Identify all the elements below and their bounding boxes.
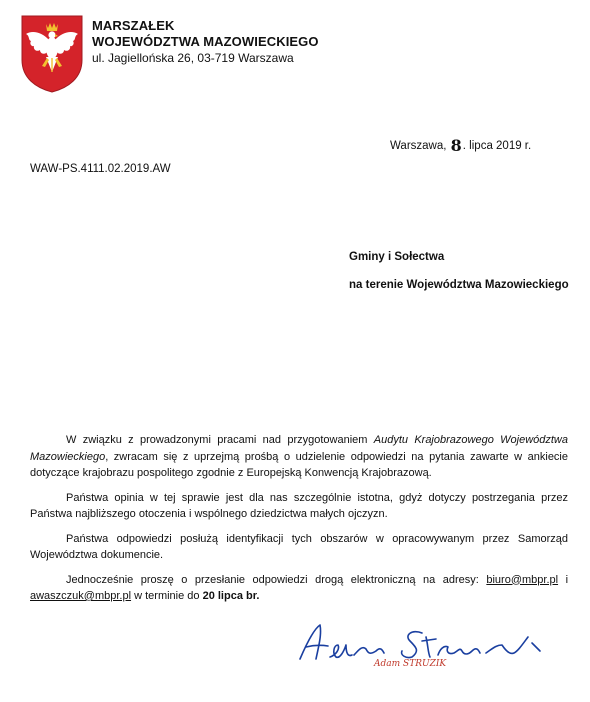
signatory-first-name: Adam — [374, 659, 401, 669]
paragraph-3-text: Państwa odpowiedzi posłużą identyfikacji tych obszarów w opracowywanym przez Samorząd Województwa dokumencie. — [30, 532, 568, 561]
letterhead-title-line1: MARSZAŁEK — [92, 18, 175, 33]
audit-title-italic: Audytu Krajobrazowego Województwa Mazowieckiego — [30, 434, 568, 463]
paragraph-4 — [30, 572, 568, 605]
letterhead-address: ul. Jagiellońska 26, 03-719 Warszawa — [92, 51, 294, 65]
reference-number: WAW-PS.4111.02.2019.AW — [30, 163, 171, 175]
paragraph-1 — [30, 432, 568, 482]
paragraph-1-text-b: , zwracam się z uprzejmą prośbą o udzielenie odpowiedzi na pytania zawarte w ankiecie dotyczące krajobrazu pospolitego zgodnie z Europejską Konwencją Krajobrazową. — [30, 450, 568, 479]
email-link-biuro[interactable]: biuro@mbpr.pl — [486, 573, 559, 586]
letter-date — [390, 136, 531, 155]
eagle-crest-icon — [20, 14, 84, 94]
paragraph-4-text-a: Jednocześnie proszę o przesłanie odpowiedzi drogą elektroniczną na adresy: — [66, 573, 487, 586]
date-place: Warszawa, — [390, 140, 447, 152]
paragraph-1-text-a: W związku z prowadzonymi pracami nad przygotowaniem — [66, 434, 374, 446]
recipient-line2: na terenie Województwa Mazowieckiego — [349, 279, 569, 291]
paragraph-4-text-c: w terminie do — [131, 590, 203, 602]
letter-body — [30, 432, 568, 613]
recipient-line1: Gminy i Sołectwa — [349, 251, 445, 263]
date-rest: . lipca 2019 r. — [462, 140, 532, 152]
letterhead — [92, 18, 319, 67]
signatory-name — [374, 659, 446, 669]
letterhead-title-line2: WOJEWÓDZTWA MAZOWIECKIEGO — [92, 34, 319, 49]
signatory-last-name: STRUZIK — [403, 659, 447, 669]
paragraph-2-text: Państwa opinia w tej sprawie jest dla nas szczególnie istotna, gdyż dotyczy postrzegania przez Państwa najbliższego otoczenia i wspólnego dziedzictwa małych ojczyzn. — [30, 491, 568, 520]
email-link-awaszczuk[interactable]: awaszczuk@mbpr.pl — [30, 590, 132, 602]
date-day-handwritten: 8 — [450, 136, 462, 155]
deadline-bold: 20 lipca br. — [202, 590, 260, 602]
paragraph-4-text-b: i — [558, 573, 569, 586]
paragraph-2 — [30, 490, 568, 523]
paragraph-3 — [30, 531, 568, 564]
